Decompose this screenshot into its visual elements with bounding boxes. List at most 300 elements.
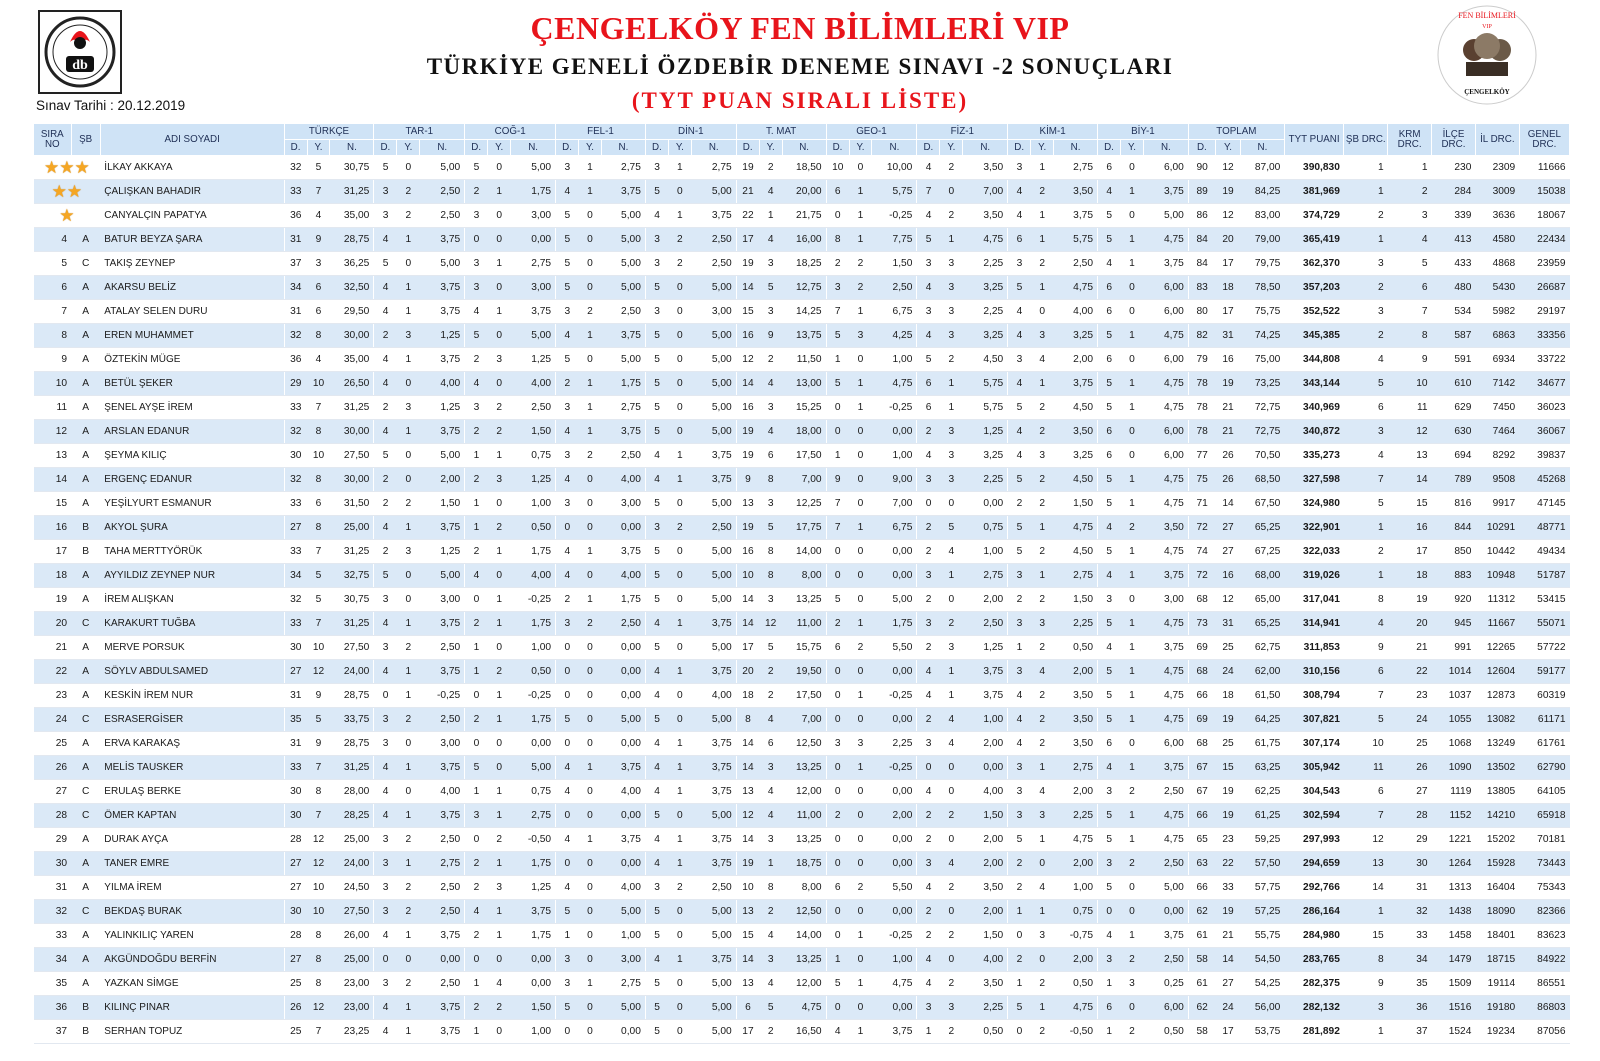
rank-value: 15202 xyxy=(1475,828,1519,852)
rank-value: 2 xyxy=(1388,180,1432,204)
rank-cell: 24 xyxy=(34,708,72,732)
correct-cell: 62 xyxy=(1188,996,1215,1020)
rank-cell: 28 xyxy=(34,804,72,828)
wrong-cell: 3 xyxy=(307,252,330,276)
rank-value: 10291 xyxy=(1475,516,1519,540)
wrong-cell: 1 xyxy=(668,948,691,972)
correct-cell: 4 xyxy=(645,756,668,780)
correct-cell: 0 xyxy=(465,732,488,756)
net-cell: 35,00 xyxy=(330,348,374,372)
net-cell: 1,00 xyxy=(511,492,556,516)
rank-value: 1 xyxy=(1344,564,1388,588)
wrong-cell: 16 xyxy=(1215,564,1240,588)
net-cell: 5,00 xyxy=(691,1020,736,1044)
correct-cell: 5 xyxy=(1008,828,1031,852)
wrong-cell: 1 xyxy=(1031,204,1054,228)
branch-cell: A xyxy=(71,228,100,252)
correct-cell: 0 xyxy=(465,684,488,708)
list-title: (TYT PUAN SIRALI LİSTE) xyxy=(631,88,969,113)
rank-value: 7 xyxy=(1388,300,1432,324)
net-cell: 2,75 xyxy=(420,852,465,876)
net-cell: 2,75 xyxy=(691,156,736,180)
wrong-cell: 2 xyxy=(397,876,420,900)
correct-cell: 10 xyxy=(736,876,759,900)
net-cell: 0,00 xyxy=(963,492,1008,516)
wrong-cell: 4 xyxy=(307,204,330,228)
correct-cell: 5 xyxy=(465,756,488,780)
tyt-score: 362,370 xyxy=(1284,252,1344,276)
rank-value: 1479 xyxy=(1432,948,1476,972)
correct-cell: 0 xyxy=(465,828,488,852)
net-cell: 5,00 xyxy=(1143,204,1188,228)
net-cell: 72,75 xyxy=(1241,396,1285,420)
correct-cell: 4 xyxy=(374,228,397,252)
correct-cell: 6 xyxy=(826,636,849,660)
wrong-cell: 1 xyxy=(940,684,963,708)
net-cell: 2,50 xyxy=(872,276,917,300)
wrong-cell: 1 xyxy=(1120,708,1143,732)
correct-cell: 4 xyxy=(556,876,579,900)
rank-value: 883 xyxy=(1432,564,1476,588)
net-cell: 5,00 xyxy=(691,396,736,420)
correct-cell: 14 xyxy=(736,372,759,396)
wrong-cell: 4 xyxy=(307,348,330,372)
correct-cell: 0 xyxy=(465,948,488,972)
rank-value: 22434 xyxy=(1519,228,1569,252)
rank-value: 3 xyxy=(1344,300,1388,324)
tyt-score: 343,144 xyxy=(1284,372,1344,396)
net-cell: 78,50 xyxy=(1241,276,1285,300)
table-row xyxy=(34,372,1570,396)
correct-cell: 7 xyxy=(826,516,849,540)
net-cell: 2,50 xyxy=(420,708,465,732)
correct-cell: 3 xyxy=(556,300,579,324)
rank-value: 64105 xyxy=(1519,780,1569,804)
wrong-cell: 0 xyxy=(579,660,602,684)
correct-cell: 4 xyxy=(917,780,940,804)
correct-cell: 20 xyxy=(736,660,759,684)
wrong-cell: 0 xyxy=(397,780,420,804)
correct-cell: 19 xyxy=(736,420,759,444)
net-cell: 61,75 xyxy=(1241,732,1285,756)
rank-value: 33 xyxy=(1388,924,1432,948)
net-cell: -0,50 xyxy=(1054,1020,1098,1044)
correct-cell: 27 xyxy=(284,876,307,900)
svg-text:db: db xyxy=(72,58,88,73)
net-cell: 16,50 xyxy=(782,1020,826,1044)
rank-value: 10948 xyxy=(1475,564,1519,588)
student-name: EREN MUHAMMET xyxy=(100,324,284,348)
net-cell: 2,75 xyxy=(602,972,646,996)
student-name: AYYILDIZ ZEYNEP NUR xyxy=(100,564,284,588)
rank-value: 1090 xyxy=(1432,756,1476,780)
wrong-cell: 7 xyxy=(307,180,330,204)
net-cell: 7,00 xyxy=(782,708,826,732)
net-cell: 1,00 xyxy=(511,1020,556,1044)
wrong-cell: 1 xyxy=(1120,540,1143,564)
wrong-cell: 5 xyxy=(307,156,330,180)
correct-cell: 6 xyxy=(917,372,940,396)
rank-value: 4868 xyxy=(1475,252,1519,276)
rank-value: 59177 xyxy=(1519,660,1569,684)
net-cell: 0,00 xyxy=(872,420,917,444)
wrong-cell: 1 xyxy=(1120,252,1143,276)
correct-cell: 2 xyxy=(465,924,488,948)
net-cell: 26,50 xyxy=(330,372,374,396)
wrong-cell: 1 xyxy=(1120,468,1143,492)
net-cell: -0,75 xyxy=(1054,924,1098,948)
student-name: BETÜL ŞEKER xyxy=(100,372,284,396)
tyt-score: 308,794 xyxy=(1284,684,1344,708)
wrong-cell: 1 xyxy=(1031,996,1054,1020)
correct-cell: 14 xyxy=(736,612,759,636)
wrong-cell: 3 xyxy=(940,420,963,444)
net-cell: 3,75 xyxy=(602,180,646,204)
net-cell: 11,50 xyxy=(782,348,826,372)
branch-cell: A xyxy=(71,444,100,468)
wrong-cell: 19 xyxy=(1215,372,1240,396)
wrong-cell: 1 xyxy=(668,732,691,756)
net-cell: 6,75 xyxy=(872,516,917,540)
correct-cell: 4 xyxy=(374,372,397,396)
svg-text:ÇENGELKÖY: ÇENGELKÖY xyxy=(1464,88,1510,96)
rank-value: 13082 xyxy=(1475,708,1519,732)
student-name: KESKİN İREM NUR xyxy=(100,684,284,708)
net-cell: 30,00 xyxy=(330,324,374,348)
net-cell: 3,75 xyxy=(420,756,465,780)
correct-cell: 30 xyxy=(284,900,307,924)
wrong-cell: 19 xyxy=(1215,180,1240,204)
net-cell: 68,50 xyxy=(1241,468,1285,492)
wrong-cell: 0 xyxy=(488,492,511,516)
rank-value: 7 xyxy=(1344,468,1388,492)
student-name: ÖMER KAPTAN xyxy=(100,804,284,828)
rank-value: 11667 xyxy=(1475,612,1519,636)
net-cell: 4,75 xyxy=(1143,492,1188,516)
correct-cell: 2 xyxy=(917,708,940,732)
wrong-cell: 10 xyxy=(307,372,330,396)
net-cell: 5,50 xyxy=(872,876,917,900)
wrong-cell: 1 xyxy=(1120,660,1143,684)
correct-cell: 86 xyxy=(1188,204,1215,228)
net-cell: 2,50 xyxy=(1143,780,1188,804)
rank-value: 844 xyxy=(1432,516,1476,540)
net-cell: 5,00 xyxy=(602,204,646,228)
wrong-cell: 2 xyxy=(940,612,963,636)
correct-cell: 4 xyxy=(645,684,668,708)
rank-value: 14210 xyxy=(1475,804,1519,828)
net-cell: -0,50 xyxy=(511,828,556,852)
rank-value: 16 xyxy=(1388,516,1432,540)
wrong-cell: 19 xyxy=(1215,780,1240,804)
rank-value: 14 xyxy=(1388,468,1432,492)
correct-cell: 3 xyxy=(465,276,488,300)
wrong-cell: 0 xyxy=(579,348,602,372)
net-cell: 3,75 xyxy=(963,660,1008,684)
rank-value: 60319 xyxy=(1519,684,1569,708)
correct-cell: 68 xyxy=(1188,732,1215,756)
wrong-cell: 0 xyxy=(940,780,963,804)
wrong-cell: 0 xyxy=(849,588,872,612)
rank-value: 1438 xyxy=(1432,900,1476,924)
correct-cell: 3 xyxy=(1008,780,1031,804)
wrong-cell: 0 xyxy=(940,756,963,780)
correct-cell: 4 xyxy=(1008,180,1031,204)
rank-value: 62790 xyxy=(1519,756,1569,780)
wrong-cell: 8 xyxy=(307,948,330,972)
rank-value: 284 xyxy=(1432,180,1476,204)
wrong-cell: 0 xyxy=(1031,300,1054,324)
branch-cell: A xyxy=(71,420,100,444)
subcol-n: N. xyxy=(782,140,826,156)
correct-cell: 4 xyxy=(826,1020,849,1044)
net-cell: 0,50 xyxy=(1143,1020,1188,1044)
correct-cell: 6 xyxy=(1098,276,1121,300)
correct-cell: 4 xyxy=(917,948,940,972)
branch-cell: A xyxy=(71,492,100,516)
correct-cell: 5 xyxy=(556,228,579,252)
wrong-cell: 3 xyxy=(488,468,511,492)
net-cell: 28,75 xyxy=(330,732,374,756)
wrong-cell: 1 xyxy=(668,612,691,636)
wrong-cell: 1 xyxy=(579,420,602,444)
tyt-score: 310,156 xyxy=(1284,660,1344,684)
table-row xyxy=(34,708,1570,732)
wrong-cell: 1 xyxy=(1031,564,1054,588)
net-cell: 6,00 xyxy=(1143,732,1188,756)
net-cell: 2,75 xyxy=(511,252,556,276)
net-cell: 3,75 xyxy=(963,684,1008,708)
rank-value: 19180 xyxy=(1475,996,1519,1020)
student-name: AKYOL ŞURA xyxy=(100,516,284,540)
correct-cell: 2 xyxy=(826,252,849,276)
net-cell: 36,25 xyxy=(330,252,374,276)
wrong-cell: 0 xyxy=(579,780,602,804)
net-cell: 54,50 xyxy=(1241,948,1285,972)
correct-cell: 5 xyxy=(556,996,579,1020)
net-cell: 5,00 xyxy=(691,972,736,996)
correct-cell: 5 xyxy=(1098,684,1121,708)
correct-cell: 4 xyxy=(556,564,579,588)
net-cell: 3,75 xyxy=(602,420,646,444)
correct-cell: 3 xyxy=(1098,852,1121,876)
correct-cell: 82 xyxy=(1188,324,1215,348)
tyt-score: 340,969 xyxy=(1284,396,1344,420)
correct-cell: 1 xyxy=(465,660,488,684)
subcol-n: N. xyxy=(1143,140,1188,156)
wrong-cell: 2 xyxy=(1031,492,1054,516)
wrong-cell: 9 xyxy=(759,324,782,348)
rank-value: 5 xyxy=(1344,708,1388,732)
correct-cell: 19 xyxy=(736,444,759,468)
correct-cell: 27 xyxy=(284,516,307,540)
correct-cell: 5 xyxy=(645,180,668,204)
correct-cell: 1 xyxy=(465,636,488,660)
wrong-cell: 1 xyxy=(668,852,691,876)
net-cell: 62,00 xyxy=(1241,660,1285,684)
wrong-cell: 2 xyxy=(488,828,511,852)
wrong-cell: 0 xyxy=(579,996,602,1020)
correct-cell: 2 xyxy=(556,372,579,396)
rank-value: 49434 xyxy=(1519,540,1569,564)
subcol-d: D. xyxy=(1188,140,1215,156)
rank-value: 9 xyxy=(1388,348,1432,372)
wrong-cell: 3 xyxy=(397,396,420,420)
wrong-cell: 12 xyxy=(1215,588,1240,612)
wrong-cell: 1 xyxy=(668,156,691,180)
net-cell: 5,00 xyxy=(602,900,646,924)
correct-cell: 2 xyxy=(465,708,488,732)
rank-value: 7142 xyxy=(1475,372,1519,396)
net-cell: 53,75 xyxy=(1241,1020,1285,1044)
net-cell: 68,00 xyxy=(1241,564,1285,588)
correct-cell: 0 xyxy=(556,660,579,684)
net-cell: 5,75 xyxy=(872,180,917,204)
net-cell: 4,50 xyxy=(1054,396,1098,420)
wrong-cell: 0 xyxy=(1120,348,1143,372)
rank-value: 629 xyxy=(1432,396,1476,420)
correct-cell: 2 xyxy=(917,516,940,540)
net-cell: 5,50 xyxy=(872,636,917,660)
net-cell: 6,00 xyxy=(1143,300,1188,324)
wrong-cell: 0 xyxy=(579,492,602,516)
rank-cell: 26 xyxy=(34,756,72,780)
branch-cell: C xyxy=(71,252,100,276)
net-cell: 4,75 xyxy=(782,996,826,1020)
correct-cell: 4 xyxy=(465,900,488,924)
wrong-cell: 12 xyxy=(1215,204,1240,228)
wrong-cell: 2 xyxy=(759,684,782,708)
correct-cell: 5 xyxy=(826,588,849,612)
wrong-cell: 0 xyxy=(397,156,420,180)
net-cell: 3,75 xyxy=(691,660,736,684)
wrong-cell: 2 xyxy=(759,900,782,924)
net-cell: 14,25 xyxy=(782,300,826,324)
wrong-cell: 0 xyxy=(849,156,872,180)
rank-value: 15038 xyxy=(1519,180,1569,204)
wrong-cell: 0 xyxy=(579,564,602,588)
rank-value: 31 xyxy=(1388,876,1432,900)
branch-cell: A xyxy=(71,828,100,852)
correct-cell: 5 xyxy=(826,972,849,996)
rank-value: 84922 xyxy=(1519,948,1569,972)
correct-cell: 3 xyxy=(826,276,849,300)
net-cell: 4,00 xyxy=(602,780,646,804)
net-cell: 3,50 xyxy=(1054,708,1098,732)
net-cell: 4,00 xyxy=(602,564,646,588)
correct-cell: 4 xyxy=(1098,180,1121,204)
rank-cell: 15 xyxy=(34,492,72,516)
correct-cell: 28 xyxy=(284,924,307,948)
wrong-cell: 0 xyxy=(668,348,691,372)
wrong-cell: 4 xyxy=(1031,780,1054,804)
wrong-cell: 0 xyxy=(579,804,602,828)
wrong-cell: 0 xyxy=(488,564,511,588)
net-cell: 83,00 xyxy=(1241,204,1285,228)
net-cell: 31,25 xyxy=(330,540,374,564)
rank-value: 694 xyxy=(1432,444,1476,468)
correct-cell: 3 xyxy=(465,804,488,828)
correct-cell: 5 xyxy=(374,252,397,276)
wrong-cell: 10 xyxy=(307,444,330,468)
net-cell: 14,00 xyxy=(782,540,826,564)
correct-cell: 36 xyxy=(284,204,307,228)
table-header-row xyxy=(34,124,1570,140)
net-cell: 0,75 xyxy=(511,780,556,804)
wrong-cell: 1 xyxy=(579,540,602,564)
wrong-cell: 0 xyxy=(579,1020,602,1044)
rank-cell: 34 xyxy=(34,948,72,972)
wrong-cell: 4 xyxy=(759,228,782,252)
net-cell: 0,50 xyxy=(963,1020,1008,1044)
wrong-cell: 8 xyxy=(307,468,330,492)
net-cell: 1,25 xyxy=(511,876,556,900)
wrong-cell: 8 xyxy=(759,564,782,588)
correct-cell: 31 xyxy=(284,228,307,252)
net-cell: 6,00 xyxy=(1143,348,1188,372)
col-din: DİN-1 xyxy=(645,124,736,140)
wrong-cell: 8 xyxy=(307,420,330,444)
wrong-cell: 0 xyxy=(1120,300,1143,324)
correct-cell: 3 xyxy=(556,948,579,972)
wrong-cell: 0 xyxy=(397,252,420,276)
correct-cell: 0 xyxy=(556,1020,579,1044)
net-cell: 2,50 xyxy=(691,516,736,540)
rank-value: 1509 xyxy=(1432,972,1476,996)
net-cell: 17,75 xyxy=(782,516,826,540)
wrong-cell: 2 xyxy=(940,156,963,180)
correct-cell: 1 xyxy=(1008,636,1031,660)
correct-cell: 5 xyxy=(645,996,668,1020)
net-cell: 4,75 xyxy=(1143,540,1188,564)
wrong-cell: 0 xyxy=(668,972,691,996)
net-cell: 5,75 xyxy=(1054,228,1098,252)
subcol-d: D. xyxy=(556,140,579,156)
rank-stars xyxy=(34,156,101,180)
correct-cell: 3 xyxy=(645,228,668,252)
net-cell: 5,00 xyxy=(691,180,736,204)
net-cell: 0,75 xyxy=(1054,900,1098,924)
wrong-cell: 1 xyxy=(849,924,872,948)
correct-cell: 6 xyxy=(917,396,940,420)
wrong-cell: 3 xyxy=(940,276,963,300)
tyt-score: 340,872 xyxy=(1284,420,1344,444)
rank-cell: 11 xyxy=(34,396,72,420)
rank-value: 1055 xyxy=(1432,708,1476,732)
net-cell: 0,00 xyxy=(872,660,917,684)
wrong-cell: 0 xyxy=(668,684,691,708)
rank-value: 6 xyxy=(1344,396,1388,420)
net-cell: 3,50 xyxy=(1143,516,1188,540)
net-cell: 3,75 xyxy=(511,300,556,324)
rank-value: 23959 xyxy=(1519,252,1569,276)
net-cell: 5,00 xyxy=(691,348,736,372)
wrong-cell: 3 xyxy=(1031,924,1054,948)
correct-cell: 68 xyxy=(1188,588,1215,612)
net-cell: 4,50 xyxy=(963,348,1008,372)
wrong-cell: 0 xyxy=(579,204,602,228)
rank-value: 1014 xyxy=(1432,660,1476,684)
wrong-cell: 1 xyxy=(397,924,420,948)
net-cell: 30,00 xyxy=(330,468,374,492)
net-cell: 2,00 xyxy=(963,900,1008,924)
wrong-cell: 0 xyxy=(940,492,963,516)
correct-cell: 3 xyxy=(1008,564,1031,588)
net-cell: 65,25 xyxy=(1241,612,1285,636)
net-cell: 1,00 xyxy=(511,636,556,660)
wrong-cell: 2 xyxy=(759,1020,782,1044)
net-cell: 1,50 xyxy=(511,996,556,1020)
